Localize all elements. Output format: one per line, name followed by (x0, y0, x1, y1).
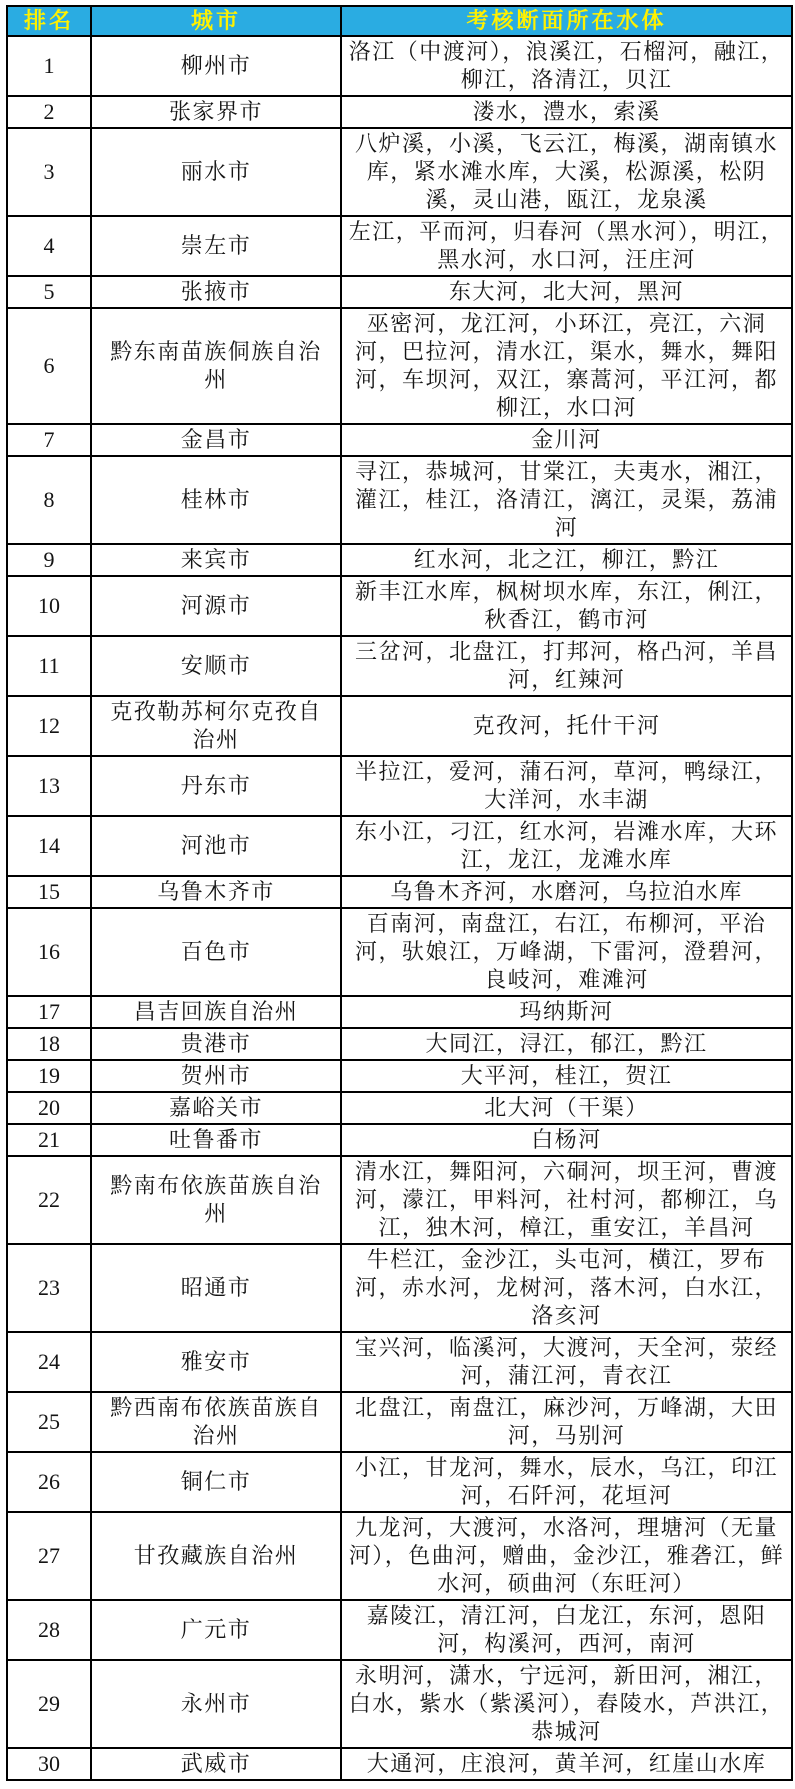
rank-cell: 5 (7, 276, 91, 308)
waters-cell: 巫密河，龙江河，小环江，亮江，六洞河，巴拉河，清水江，渠水，舞水，舞阳河，车坝河，双江，寨蒿河，平江河，都柳江，水口河 (341, 308, 792, 424)
waters-cell: 八炉溪，小溪，飞云江，梅溪，湖南镇水库，紧水滩水库，大溪，松源溪，松阴溪，灵山港，瓯江，龙泉溪 (341, 128, 792, 216)
city-cell: 克孜勒苏柯尔克孜自治州 (91, 696, 341, 756)
table-row (7, 36, 792, 96)
waters-cell: 东小江，刁江，红水河，岩滩水库，大环江，龙江，龙滩水库 (341, 816, 792, 876)
rank-cell: 22 (7, 1156, 91, 1244)
waters-cell: 北大河（干渠） (341, 1092, 792, 1124)
rank-cell: 2 (7, 96, 91, 128)
waters-cell: 北盘江，南盘江，麻沙河，万峰湖，大田河，马别河 (341, 1392, 792, 1452)
city-cell: 乌鲁木齐市 (91, 876, 341, 908)
table-row (7, 96, 792, 128)
waters-cell: 牛栏江，金沙江，头屯河，横江，罗布河，赤水河，龙树河，落木河，白水江，洛亥河 (341, 1244, 792, 1332)
table-row (7, 576, 792, 636)
city-cell: 甘孜藏族自治州 (91, 1512, 341, 1600)
table-row (7, 908, 792, 996)
table-row (7, 1244, 792, 1332)
rank-cell: 9 (7, 544, 91, 576)
city-cell: 贵港市 (91, 1028, 341, 1060)
waters-cell: 九龙河，大渡河，水洛河，理塘河（无量河），色曲河，赠曲，金沙江，雅砻江，鲜水河，硕曲河（东旺河） (341, 1512, 792, 1600)
rank-cell: 21 (7, 1124, 91, 1156)
table-row (7, 876, 792, 908)
rank-cell: 30 (7, 1748, 91, 1780)
table-row (7, 816, 792, 876)
city-cell: 黔南布依族苗族自治州 (91, 1156, 341, 1244)
table-row (7, 456, 792, 544)
waters-cell: 红水河，北之江，柳江，黔江 (341, 544, 792, 576)
header-rank: 排名 (7, 6, 91, 36)
table-row (7, 128, 792, 216)
city-cell: 河源市 (91, 576, 341, 636)
rank-cell: 18 (7, 1028, 91, 1060)
city-cell: 黔东南苗族侗族自治州 (91, 308, 341, 424)
waters-cell: 洛江（中渡河），浪溪江，石榴河，融江，柳江，洛清江，贝江 (341, 36, 792, 96)
rank-cell: 11 (7, 636, 91, 696)
waters-cell: 白杨河 (341, 1124, 792, 1156)
table-row (7, 1092, 792, 1124)
rank-cell: 1 (7, 36, 91, 96)
rank-cell: 19 (7, 1060, 91, 1092)
waters-cell: 东大河，北大河，黑河 (341, 276, 792, 308)
city-cell: 张家界市 (91, 96, 341, 128)
city-water-ranking-table (6, 5, 793, 1781)
waters-cell: 溇水，澧水，索溪 (341, 96, 792, 128)
rank-cell: 13 (7, 756, 91, 816)
waters-cell: 新丰江水库，枫树坝水库，东江，俐江，秋香江，鹤市河 (341, 576, 792, 636)
city-cell: 广元市 (91, 1600, 341, 1660)
city-cell: 丹东市 (91, 756, 341, 816)
rank-cell: 3 (7, 128, 91, 216)
table-row (7, 1332, 792, 1392)
waters-cell: 乌鲁木齐河，水磨河，乌拉泊水库 (341, 876, 792, 908)
table-row (7, 216, 792, 276)
waters-cell: 半拉江，爱河，蒲石河，草河，鸭绿江，大洋河，水丰湖 (341, 756, 792, 816)
rank-cell: 16 (7, 908, 91, 996)
table-row (7, 1452, 792, 1512)
table-row (7, 1600, 792, 1660)
city-cell: 嘉峪关市 (91, 1092, 341, 1124)
rank-cell: 25 (7, 1392, 91, 1452)
rank-cell: 4 (7, 216, 91, 276)
header-city: 城市 (91, 6, 341, 36)
waters-cell: 金川河 (341, 424, 792, 456)
table-row (7, 1392, 792, 1452)
city-cell: 崇左市 (91, 216, 341, 276)
waters-cell: 玛纳斯河 (341, 996, 792, 1028)
table-row (7, 276, 792, 308)
waters-cell: 大平河，桂江，贺江 (341, 1060, 792, 1092)
rank-cell: 28 (7, 1600, 91, 1660)
rank-cell: 24 (7, 1332, 91, 1392)
waters-cell: 三岔河，北盘江，打邦河，格凸河，羊昌河，红辣河 (341, 636, 792, 696)
city-cell: 金昌市 (91, 424, 341, 456)
city-cell: 昭通市 (91, 1244, 341, 1332)
city-cell: 永州市 (91, 1660, 341, 1748)
table-row (7, 696, 792, 756)
waters-cell: 大通河，庄浪河，黄羊河，红崖山水库 (341, 1748, 792, 1780)
table-row (7, 636, 792, 696)
table-row (7, 1660, 792, 1748)
waters-cell: 大同江，浔江，郁江，黔江 (341, 1028, 792, 1060)
city-cell: 桂林市 (91, 456, 341, 544)
waters-cell: 左江，平而河，归春河（黑水河），明江，黑水河，水口河，汪庄河 (341, 216, 792, 276)
rank-cell: 23 (7, 1244, 91, 1332)
city-cell: 安顺市 (91, 636, 341, 696)
waters-cell: 清水江，舞阳河，六硐河，坝王河，曹渡河，濛江，甲料河，社村河，都柳江，乌江，独木河，樟江，重安江，羊昌河 (341, 1156, 792, 1244)
waters-cell: 宝兴河，临溪河，大渡河，天全河，荥经河，蒲江河，青衣江 (341, 1332, 792, 1392)
table-row (7, 996, 792, 1028)
rank-cell: 12 (7, 696, 91, 756)
table-header-row (7, 6, 792, 36)
city-cell: 来宾市 (91, 544, 341, 576)
header-waters: 考核断面所在水体 (341, 6, 792, 36)
table-row (7, 1748, 792, 1780)
city-cell: 武威市 (91, 1748, 341, 1780)
page (0, 5, 795, 1789)
rank-cell: 29 (7, 1660, 91, 1748)
table-row (7, 1124, 792, 1156)
rank-cell: 14 (7, 816, 91, 876)
city-cell: 河池市 (91, 816, 341, 876)
table-row (7, 1512, 792, 1600)
table-row (7, 1060, 792, 1092)
rank-cell: 20 (7, 1092, 91, 1124)
table-row (7, 1028, 792, 1060)
rank-cell: 7 (7, 424, 91, 456)
rank-cell: 17 (7, 996, 91, 1028)
waters-cell: 永明河，潇水，宁远河，新田河，湘江，白水，紫水（紫溪河），舂陵水，芦洪江，恭城河 (341, 1660, 792, 1748)
city-cell: 贺州市 (91, 1060, 341, 1092)
rank-cell: 27 (7, 1512, 91, 1600)
city-cell: 吐鲁番市 (91, 1124, 341, 1156)
rank-cell: 15 (7, 876, 91, 908)
waters-cell: 寻江，恭城河，甘棠江，夫夷水，湘江，灌江，桂江，洛清江，漓江，灵渠，荔浦河 (341, 456, 792, 544)
city-cell: 张掖市 (91, 276, 341, 308)
table-row (7, 544, 792, 576)
city-cell: 黔西南布依族苗族自治州 (91, 1392, 341, 1452)
city-cell: 昌吉回族自治州 (91, 996, 341, 1028)
waters-cell: 克孜河，托什干河 (341, 696, 792, 756)
city-cell: 柳州市 (91, 36, 341, 96)
rank-cell: 8 (7, 456, 91, 544)
table-row (7, 756, 792, 816)
table-row (7, 1156, 792, 1244)
rank-cell: 10 (7, 576, 91, 636)
table-row (7, 424, 792, 456)
city-cell: 雅安市 (91, 1332, 341, 1392)
city-cell: 丽水市 (91, 128, 341, 216)
city-cell: 百色市 (91, 908, 341, 996)
table-body (7, 36, 792, 1780)
rank-cell: 26 (7, 1452, 91, 1512)
rank-cell: 6 (7, 308, 91, 424)
city-cell: 铜仁市 (91, 1452, 341, 1512)
waters-cell: 小江，甘龙河，舞水，辰水，乌江，印江河，石阡河，花垣河 (341, 1452, 792, 1512)
table-row (7, 308, 792, 424)
waters-cell: 嘉陵江，清江河，白龙江，东河，恩阳河，构溪河，西河，南河 (341, 1600, 792, 1660)
waters-cell: 百南河，南盘江，右江，布柳河，平治河，驮娘江，万峰湖，下雷河，澄碧河，良岐河，难滩河 (341, 908, 792, 996)
